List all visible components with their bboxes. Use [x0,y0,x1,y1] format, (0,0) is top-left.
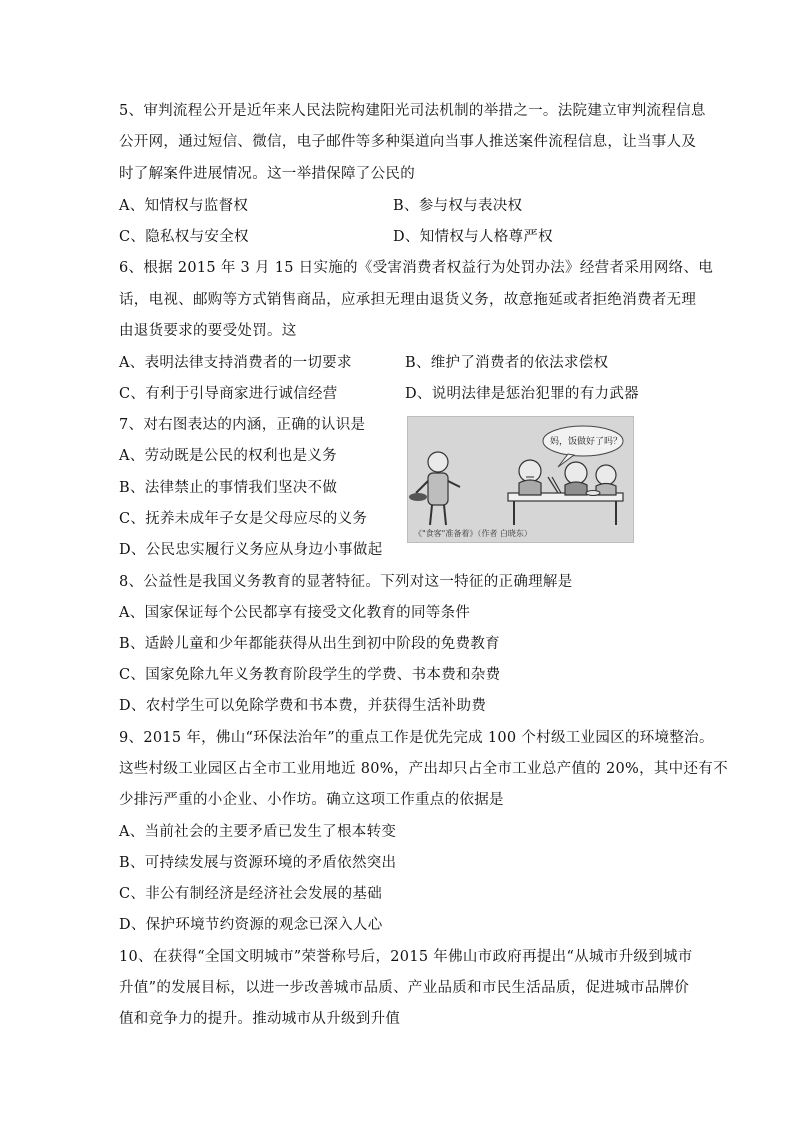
q6-option-b: B、维护了消费者的依法求偿权 [405,355,609,371]
q7-option-a: A、劳动既是公民的权利也是义务 [119,448,337,464]
q7-stem-line-1: 7、对右图表达的内涵，正确的认识是 [119,417,366,433]
q5-option-c: C、隐私权与安全权 [119,229,249,245]
q5-option-d: D、知情权与人格尊严权 [393,229,553,245]
q6-option-a: A、表明法律支持消费者的一切要求 [119,355,352,371]
q10-stem-line-1: 10、在获得“全国文明城市”荣誉称号后，2015 年佛山市政府再提出“从城市升级到城市 [119,949,693,965]
q5-option-a: A、知情权与监督权 [119,198,249,214]
q7-option-d: D、公民忠实履行义务应从身边小事做起 [119,542,383,558]
q8-option-b: B、适龄儿童和少年都能获得从出生到初中阶段的免费教育 [119,636,500,652]
q5-stem-line-3: 时了解案件进展情况。这一举措保障了公民的 [119,166,415,182]
q5-stem-line-2: 公开网，通过短信、微信，电子邮件等多种渠道向当事人推送案件流程信息，让当事人及 [119,134,697,150]
q6-stem-line-3: 由退货要求的要受处罚。这 [119,323,297,339]
q9-stem-line-2: 这些村级工业园区占全市工业用地近 80%，产出却只占全市工业总产值的 20%，其中还有不 [119,761,728,777]
q8-option-c: C、国家免除九年义务教育阶段学生的学费、书本费和杂费 [119,667,501,683]
cartoon-caption: 《"食客"准备着》（作者 白晓东） [414,529,532,538]
q9-option-d: D、保护环境节约资源的观念已深入人心 [119,917,383,933]
speech-bubble-text: 妈，饭做好了吗？ [550,437,623,447]
q6-option-d: D、说明法律是惩治犯罪的有力武器 [405,386,639,402]
q6-stem-line-2: 话，电视、邮购等方式销售商品，应承担无理由退货义务，故意拖延或者拒绝消费者无理 [119,292,697,308]
q8-option-d: D、农村学生可以免除学费和书本费，并获得生活补助费 [119,698,487,714]
q9-option-a: A、当前社会的主要矛盾已发生了根本转变 [119,824,397,840]
q7-option-c: C、抚养未成年子女是父母应尽的义务 [119,511,368,527]
q6-option-c: C、有利于引导商家进行诚信经营 [119,386,338,402]
q9-option-c: C、非公有制经济是经济社会发展的基础 [119,886,382,902]
q5-stem-line-1: 5、审判流程公开是近年来人民法院构建阳光司法机制的举措之一。法院建立审判流程信息 [119,103,706,119]
q10-stem-line-2: 升值”的发展目标，以进一步改善城市品质、产业品质和市民生活品质，促进城市品牌价 [119,980,690,996]
q7-option-b: B、法律禁止的事情我们坚决不做 [119,480,338,496]
q8-option-a: A、国家保证每个公民都享有接受文化教育的同等条件 [119,605,471,621]
q9-option-b: B、可持续发展与资源环境的矛盾依然突出 [119,855,397,871]
q8-stem-line-1: 8、公益性是我国义务教育的显著特征。下列对这一特征的正确理解是 [119,574,573,590]
q9-stem-line-1: 9、2015 年，佛山“环保法治年”的重点工作是优先完成 100 个村级工业园区的环境整治。 [119,730,714,746]
q5-option-b: B、参与权与表决权 [393,198,523,214]
q7-cartoon-image [407,416,634,543]
q9-stem-line-3: 少排污严重的小企业、小作坊。确立这项工作重点的依据是 [119,792,504,808]
cartoon-illustration [408,417,633,542]
q10-stem-line-3: 值和竞争力的提升。推动城市从升级到升值 [119,1011,401,1027]
q6-stem-line-1: 6、根据 2015 年 3 月 15 日实施的《受害消费者权益行为处罚办法》经营者采用网络、电 [119,260,714,276]
